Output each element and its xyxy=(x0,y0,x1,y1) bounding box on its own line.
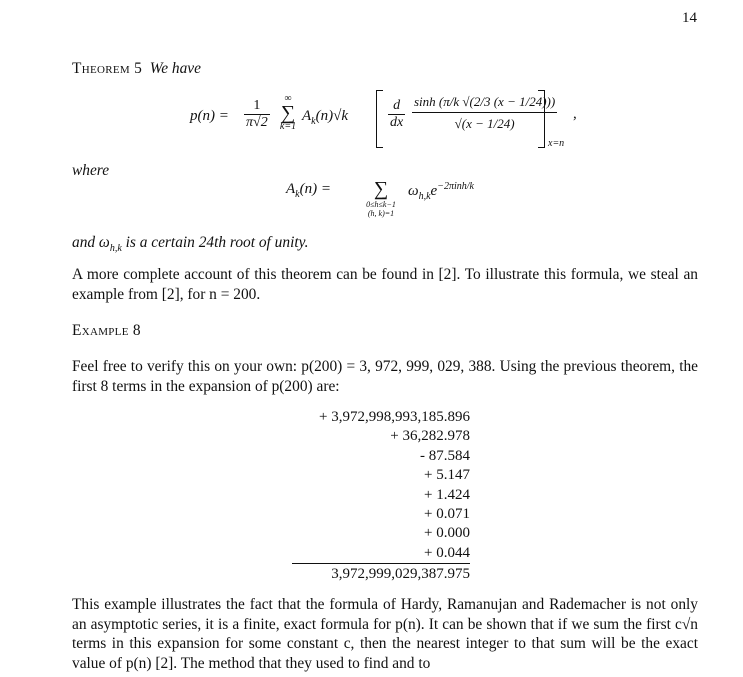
and-sub: h,k xyxy=(109,243,122,255)
formula-term xyxy=(302,108,348,127)
expansion-table xyxy=(292,408,470,585)
sum-sign xyxy=(278,94,298,132)
ak-rest: (n) = xyxy=(299,181,331,197)
omega-sub: h,k xyxy=(418,191,431,202)
coef-denominator: π√2 xyxy=(246,115,268,130)
omega-note xyxy=(72,233,698,259)
sinh-num: sinh (π/k √(2/3 (x − 1/24))) xyxy=(414,94,556,109)
ak-sum xyxy=(360,178,402,218)
term-row: + 5.147 xyxy=(424,467,470,484)
and-rest: is a certain 24th root of unity. xyxy=(121,234,309,251)
page-number: 14 xyxy=(682,10,697,26)
exp-power: −2πinh/k xyxy=(437,181,474,192)
theorem-intro: We have xyxy=(149,60,201,77)
sinh-den: √(x − 1/24) xyxy=(412,112,557,135)
example-heading: Example 8 xyxy=(72,322,141,339)
trailing-comma: , xyxy=(573,106,577,122)
term-row: - 87.584 xyxy=(420,447,470,464)
formula-coef xyxy=(244,98,270,131)
ak-lhs xyxy=(286,181,331,200)
term-row: + 36,282.978 xyxy=(390,428,470,445)
formula-lhs: p(n) = xyxy=(190,108,229,124)
theorem-heading xyxy=(72,59,698,79)
sinh-fraction xyxy=(412,92,557,135)
ak-term xyxy=(408,181,474,202)
ak-formula xyxy=(286,178,526,226)
ak-sub: k xyxy=(295,189,300,200)
deriv-num: d xyxy=(393,98,401,113)
exp-e: e xyxy=(430,183,438,199)
omega: ω xyxy=(408,183,419,199)
ak-a: A xyxy=(286,181,296,197)
paragraph-verify: Feel free to verify this on your own: p(200) = 3, 972, 999, 029, 388. Using the previous theorem, the first 8 terms in the expansion of p(200) are: xyxy=(72,358,698,395)
derivative-op xyxy=(388,98,405,131)
term-row: + 3,972,998,993,185.896 xyxy=(319,409,470,425)
coef-numerator: 1 xyxy=(253,98,261,113)
paragraph-account: A more complete account of this theorem can be found in [2]. To illustrate this formula, we steal an example from [2], for n = 200. xyxy=(72,266,698,303)
ak-cond1: 0≤h≤k−1 xyxy=(366,200,396,209)
sigma-icon: ∑ xyxy=(280,102,296,124)
term-sub: k xyxy=(311,116,316,127)
right-bracket xyxy=(538,90,545,148)
and-omega: and ω xyxy=(72,234,110,251)
term-rest: (n)√k xyxy=(315,108,349,124)
sum-top: ∞ xyxy=(284,93,292,104)
paragraph-conclusion: This example illustrates the fact that the formula of Hardy, Ramanujan and Rademacher is not only an asymptotic series, it is a finite, exact formula for p(n). It can be shown that if we sum the first c√n terms in this expansion for some constant c, then the nearest integer to that sum will be the exact value of p(n) [2]. The method that they used to find and to xyxy=(72,596,698,672)
sigma-icon-2: ∑ xyxy=(373,178,389,200)
sum-bottom: k=1 xyxy=(279,121,297,132)
term-row: + 0.044 xyxy=(424,544,470,561)
theorem-label: Theorem 5 xyxy=(72,60,143,77)
term-row: + 1.424 xyxy=(424,486,470,503)
sum-total: 3,972,999,029,387.975 xyxy=(292,563,470,584)
eval-subscript: x=n xyxy=(548,138,565,149)
rademacher-formula xyxy=(190,90,610,152)
term-row: + 0.071 xyxy=(424,506,470,523)
term-row: + 0.000 xyxy=(424,525,470,542)
term-a: A xyxy=(302,108,312,124)
ak-cond2: (h, k)=1 xyxy=(367,209,395,218)
where-label: where xyxy=(72,162,110,179)
deriv-den: dx xyxy=(390,115,404,130)
left-bracket xyxy=(376,90,383,148)
